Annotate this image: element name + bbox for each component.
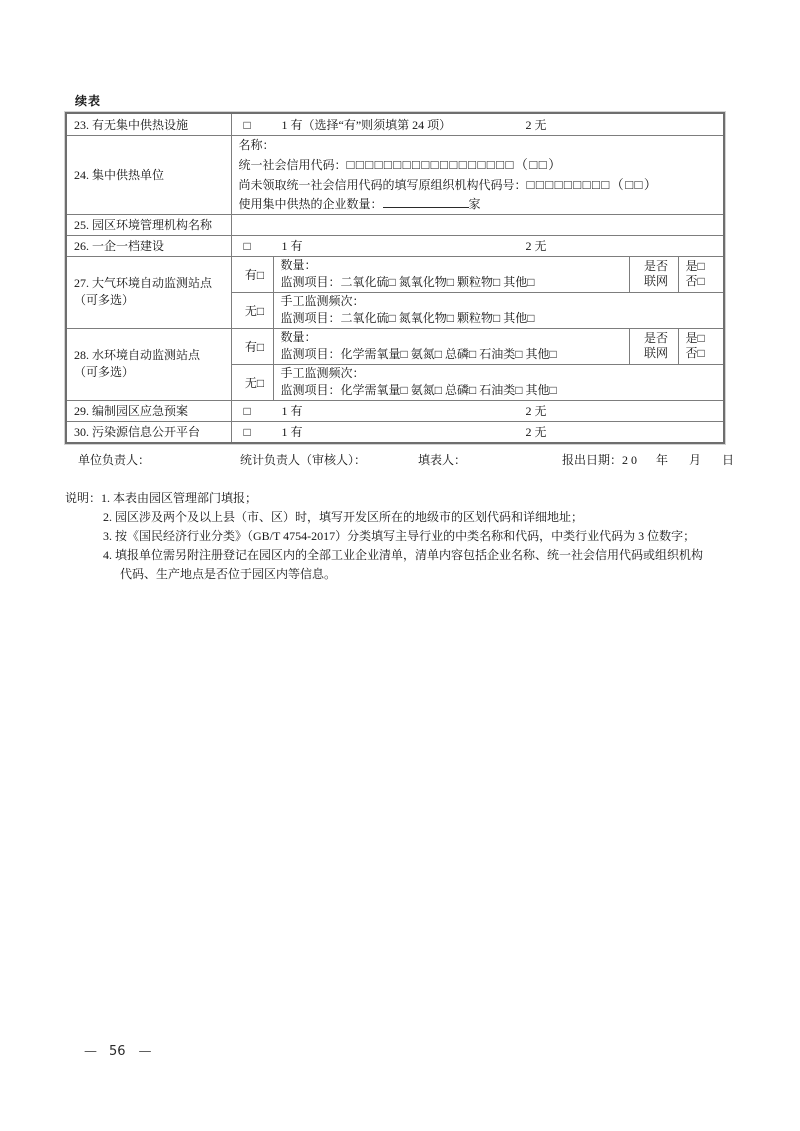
- row-27-label: [66, 256, 231, 328]
- checkbox-icon: □: [243, 404, 251, 418]
- signature-line: [65, 451, 735, 467]
- network-label-line1: 是否: [643, 331, 668, 345]
- row-28-has-checkbox: 有□: [231, 328, 273, 364]
- network-no-checkbox: 否□: [685, 346, 705, 360]
- page-number-value: 56: [109, 1044, 126, 1059]
- row-30-option-yes: 1 有: [281, 425, 303, 440]
- row-27-network-label: [629, 256, 678, 292]
- network-yes-checkbox: 是□: [685, 331, 705, 345]
- continuation-label: 续表: [75, 94, 102, 108]
- row-23-option-yes: 1 有（选择“有”则须填第 24 项）: [281, 117, 452, 132]
- checkbox-icon: □: [243, 239, 251, 253]
- checkbox-icon: □: [243, 425, 251, 440]
- unit-head-label: 单位负责人：: [78, 453, 151, 467]
- row-28-auto-items: 监测项目：化学需氧量□ 氨氮□ 总磷□ 石油类□ 其他□: [280, 347, 557, 361]
- checkbox-icon: □: [243, 117, 251, 132]
- row-26-label: 26. 一企一档建设: [66, 235, 231, 256]
- date-month-label: 月: [689, 453, 702, 467]
- page-number-dash-left: —: [84, 1044, 96, 1059]
- notes-section: [65, 489, 723, 584]
- table-row-27-auto: [66, 256, 724, 292]
- table-row-30: [66, 421, 724, 443]
- date-year-label: 年: [656, 453, 669, 467]
- table-row-25: [66, 214, 724, 235]
- row-24-value: [231, 135, 724, 214]
- uscc-suffix-boxes: （□□）: [514, 156, 563, 172]
- table-row-28-auto: [66, 328, 724, 364]
- org-code-label: 尚未领取统一社会信用代码的填写原组织机构代码号：: [238, 177, 527, 192]
- note-4: 4. 填报单位需另附注册登记在园区内的全部工业企业清单，清单内容包括企业名称、统一社会信用代码或组织机构: [103, 548, 704, 562]
- row-28-quantity-label: 数量：: [280, 330, 317, 344]
- note-3: 3. 按《国民经济行业分类》（GB/T 4754-2017）分类填写主导行业的中类名称和代码，中类行业代码为 3 位数字；: [103, 529, 696, 543]
- row-27-manual-items: 监测项目：二氧化硫□ 氮氧化物□ 颗粒物□ 其他□: [280, 311, 535, 325]
- network-yes-checkbox: 是□: [685, 259, 705, 273]
- row-28-none-checkbox: 无□: [231, 364, 273, 400]
- table-row-29: [66, 400, 724, 421]
- org-code-line: [239, 175, 722, 195]
- network-no-checkbox: 否□: [685, 274, 705, 288]
- note-4-continued: 代码、生产地点是否位于园区内等信息。: [120, 567, 337, 581]
- report-date-label: [562, 451, 734, 468]
- row-28-auto-detail: [273, 328, 629, 364]
- row-27-quantity-label: 数量：: [280, 258, 317, 272]
- network-label-line1: 是否: [643, 259, 668, 273]
- row-28-network-options: [678, 328, 724, 364]
- row-28-network-label: [629, 328, 678, 364]
- row-27-manual-freq-label: 手工监测频次：: [280, 294, 365, 308]
- row-26-option-yes: 1 有: [281, 239, 303, 253]
- row-30-option-no: 2 无: [525, 425, 547, 440]
- form-sheet: [65, 92, 735, 584]
- row-28-manual-items: 监测项目：化学需氧量□ 氨氮□ 总磷□ 石油类□ 其他□: [280, 383, 557, 397]
- uscc-label: 统一社会信用代码：: [238, 157, 347, 172]
- row-30-value: [231, 421, 724, 443]
- table-row-24: [66, 135, 724, 214]
- page-number: [84, 1044, 151, 1059]
- row-27-auto-detail: [273, 256, 629, 292]
- org-code-boxes: □□□□□□□□□: [526, 176, 611, 192]
- row-29-option-no: 2 无: [525, 404, 547, 418]
- table-row-26: [66, 235, 724, 256]
- row-28-label-line2: （可多选）: [74, 365, 135, 379]
- report-date-prefix: 报出日期：2 0: [562, 453, 638, 467]
- uscc-line: [239, 155, 722, 175]
- row-27-auto-items: 监测项目：二氧化硫□ 氮氧化物□ 颗粒物□ 其他□: [280, 275, 535, 289]
- fill-in-blank: [383, 195, 469, 208]
- row-30-label: 30. 污染源信息公开平台: [66, 421, 231, 443]
- notes-prefix: 说明：: [65, 491, 102, 505]
- statistics-head-label: 统计负责人（审核人）：: [240, 453, 367, 467]
- note-1-text: 1. 本表由园区管理部门填报；: [101, 491, 258, 505]
- row-29-option-yes: 1 有: [281, 404, 303, 418]
- form-table: [65, 112, 725, 444]
- enterprise-count-unit: 家: [468, 196, 481, 211]
- table-row-23: [66, 113, 724, 135]
- row-27-label-line2: （可多选）: [74, 293, 135, 307]
- row-24-label: 24. 集中供热单位: [66, 135, 231, 214]
- row-28-manual-detail: [273, 364, 724, 400]
- org-suffix-boxes: （□□）: [610, 176, 659, 192]
- row-29-label: 29. 编制园区应急预案: [66, 400, 231, 421]
- note-2: 2. 园区涉及两个及以上县（市、区）时，填写开发区所在的地级市的区划代码和详细地址；: [103, 510, 584, 524]
- row-27-manual-detail: [273, 292, 724, 328]
- date-day-label: 日: [722, 453, 735, 467]
- row-27-has-checkbox: 有□: [231, 256, 273, 292]
- network-label-line2: 联网: [643, 346, 668, 360]
- row-26-option-no: 2 无: [525, 239, 547, 253]
- row-28-label-line1: 28. 水环境自动监测站点: [74, 348, 201, 362]
- page-number-dash-right: —: [138, 1044, 151, 1059]
- row-29-value: [231, 400, 724, 421]
- row-25-label: 25. 园区环境管理机构名称: [66, 214, 231, 235]
- form-filler-label: 填表人：: [418, 453, 467, 467]
- heating-unit-name-line: 名称：: [238, 137, 275, 152]
- row-26-value: [231, 235, 724, 256]
- row-28-manual-freq-label: 手工监测频次：: [280, 366, 365, 380]
- row-27-label-line1: 27. 大气环境自动监测站点: [74, 276, 213, 290]
- enterprise-count-line: [239, 195, 722, 214]
- enterprise-count-label: 使用集中供热的企业数量：: [238, 196, 383, 211]
- row-27-network-options: [678, 256, 724, 292]
- row-25-value: [231, 214, 724, 235]
- row-23-label: 23. 有无集中供热设施: [66, 113, 231, 135]
- uscc-code-boxes: □□□□□□□□□□□□□□□□□□: [346, 156, 515, 172]
- note-1: [65, 489, 723, 508]
- network-label-line2: 联网: [643, 274, 668, 288]
- row-28-label: [66, 328, 231, 400]
- row-27-none-checkbox: 无□: [231, 292, 273, 328]
- row-23-value: [231, 113, 724, 135]
- row-23-option-no: 2 无: [525, 117, 547, 132]
